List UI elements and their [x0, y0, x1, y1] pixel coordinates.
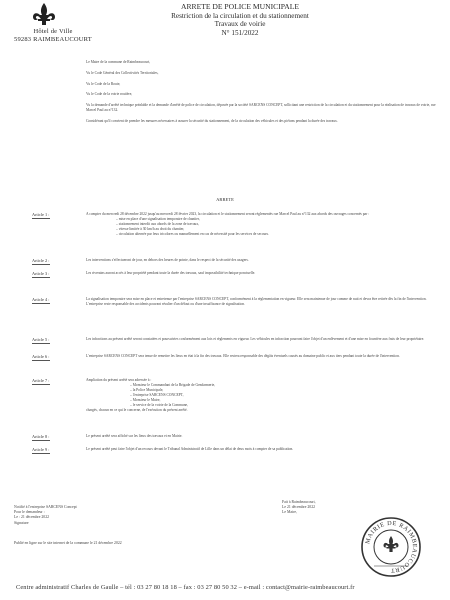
article-line: L'entreprise SARCENS CONCEPT sera tenue de remettre les lieux en état à la fin des travaux. Elle restera responsable des dégâts éventuels causés au domaine public et aux tiers pendant toute la durée de l'intervention.	[86, 354, 400, 358]
article-line: Ampliation du présent arrêté sera adressée à :	[86, 378, 152, 382]
article-line: Le présent arrêté peut faire l'objet d'un recours devant le Tribunal Administratif de Lille dans un délai de deux mois à compter de sa publication.	[86, 447, 294, 451]
signature-line: Le Maire,	[282, 510, 297, 515]
intro-paragraph: Considérant qu'il convient de prendre les mesures nécessaires à assurer la sécurité du stationnement, de la circulation des véhicules et des piétons pendant la durée des travaux.	[86, 118, 338, 123]
article-line: Le présent arrêté sera affiché sur les lieux des travaux et en Mairie.	[86, 434, 183, 438]
arrete-heading: ARRETE	[216, 197, 234, 202]
article-label: Article 4 :	[32, 297, 76, 304]
mairie-address	[8, 28, 98, 44]
article-line: Les infractions au présent arrêté seront constatées et poursuivies conformément aux lois et règlements en vigueur. Les véhicules en infraction pourront faire l'objet d'un enlèvement et d'une mise en fourrière aux frais de leur propriétaire.	[86, 337, 425, 341]
article-label: Article 6 :	[32, 354, 76, 361]
article-text	[86, 434, 440, 439]
article-text	[86, 354, 440, 359]
intro-paragraph: Vu le Code Général des Collectivités Territoriales,	[86, 70, 159, 75]
article-line: La signalisation temporaire sera mise en place et entretenue par l'entreprise SARCENS CONCEPT, conformément à la réglementation en vigueur. Elle sera maintenue de jour comme de nuit et devra être retirée dès la fin de l'intervention. L'entreprise reste responsable des accidents pouvant résulter d'un défaut ou d'une insuffisance de signalisation.	[86, 297, 427, 306]
article-line: chargés, chacun en ce qui le concerne, de l'exécution du présent arrêté.	[86, 408, 188, 412]
article-text	[86, 297, 440, 307]
article-label: Article 1 :	[32, 212, 76, 219]
stamp-seal-icon	[360, 516, 422, 578]
document-header	[150, 3, 330, 37]
notified-line: Signature	[14, 520, 29, 525]
notified-line: Pour le demandeur :	[14, 510, 45, 515]
article-line: – stationnement interdit aux abords de la zone de travaux,	[116, 222, 200, 226]
document-title: ARRETE DE POLICE MUNICIPALE	[180, 2, 300, 11]
article-text	[86, 337, 440, 342]
mairie-stamp	[360, 516, 422, 578]
article-text	[86, 212, 440, 237]
article-text	[86, 378, 440, 413]
article-label: Article 7 :	[32, 378, 76, 385]
intro-paragraph: Vu le Code de la voirie routière,	[86, 92, 133, 97]
fleur-de-lis-logo	[22, 2, 66, 28]
article-line: – la Police Municipale,	[130, 388, 164, 392]
notified-line: Le : 21 décembre 2022	[14, 515, 50, 520]
article-line: – circulation alternée par feux tricolores ou manuellement en cas de nécessité pour les services de secours.	[116, 232, 269, 236]
article-label: Article 8 :	[32, 434, 76, 441]
article-line: A compter du mercredi 28 décembre 2022 jusqu'au mercredi 28 février 2023, la circulation et le stationnement seront réglementés rue Marcel Paul au n°132 aux abords des ouvrages concernés par :	[86, 212, 370, 216]
article-label: Article 3 :	[32, 271, 76, 278]
article-line: Les interventions s'effectueront de jour, en dehors des heures de pointe, dans le respect de la sécurité des usagers.	[86, 258, 249, 262]
contact-footer: Centre administratif Charles de Gaulle – tél : 03 27 80 18 18 – fax : 03 27 80 50 32 – e-mail : contact@mairie-raimbeaucourt.fr	[16, 584, 355, 591]
document-subtitle: Restriction de la circulation et du stationnement	[171, 11, 309, 20]
article-line: – l'entreprise SARCENS CONCEPT,	[130, 393, 184, 397]
intro-paragraph: Vu la demande d'arrêté technique préalable et la demande d'arrêté de police de circulation, déposée par la société SARCENS CONCEPT, sollicitant une restriction de la circulation et du stationnement pour la réalisation de travaux de voirie, rue Marcel Paul au n°132.	[86, 103, 436, 113]
publication-note: Publié en ligne sur le site internet de la commune le 21 décembre 2022	[14, 541, 122, 545]
mairie-city: 59283 RAIMBEAUCOURT	[14, 36, 92, 43]
article-line: – mise en place d'une signalisation temporaire de chantier,	[116, 217, 200, 221]
article-label: Article 5 :	[32, 337, 76, 344]
signature-block	[282, 500, 392, 516]
article-line: Les riverains auront accès à leur propriété pendant toute la durée des travaux, sauf impossibilité technique ponctuelle.	[86, 271, 256, 275]
notified-block	[14, 505, 134, 526]
intro-paragraph: Vu le Code de la Route,	[86, 81, 121, 86]
notified-line: Notifié à l'entreprise SARCENS Concept	[14, 505, 77, 509]
document-number: N° 151/2022	[221, 28, 259, 37]
article-line: – Monsieur le Commandant de la Brigade de Gendarmerie,	[130, 383, 216, 387]
signature-line: Fait à Raimbeaucourt,	[282, 500, 316, 504]
stamp-text: MAIRIE DE RAIMBEAUCOURT	[364, 519, 419, 575]
mairie-name: Hôtel de Ville	[33, 28, 73, 35]
article-text	[86, 447, 440, 452]
document-works: Travaux de voirie	[214, 20, 266, 29]
article-line: – Monsieur le Maire,	[130, 398, 161, 402]
fleur-de-lis-icon	[31, 2, 57, 28]
article-text	[86, 258, 440, 263]
article-line: – vitesse limitée à 30 km/h au droit du chantier,	[116, 227, 185, 231]
signature-line: Le 21 décembre 2022	[282, 505, 315, 510]
article-line: – le service de la voirie de la Commune,	[130, 403, 188, 407]
intro-section	[86, 60, 436, 130]
article-label: Article 2 :	[32, 258, 76, 265]
intro-paragraph: Le Maire de la commune de Raimbeaucourt,	[86, 60, 151, 64]
article-text	[86, 271, 440, 276]
article-label: Article 9 :	[32, 447, 76, 454]
